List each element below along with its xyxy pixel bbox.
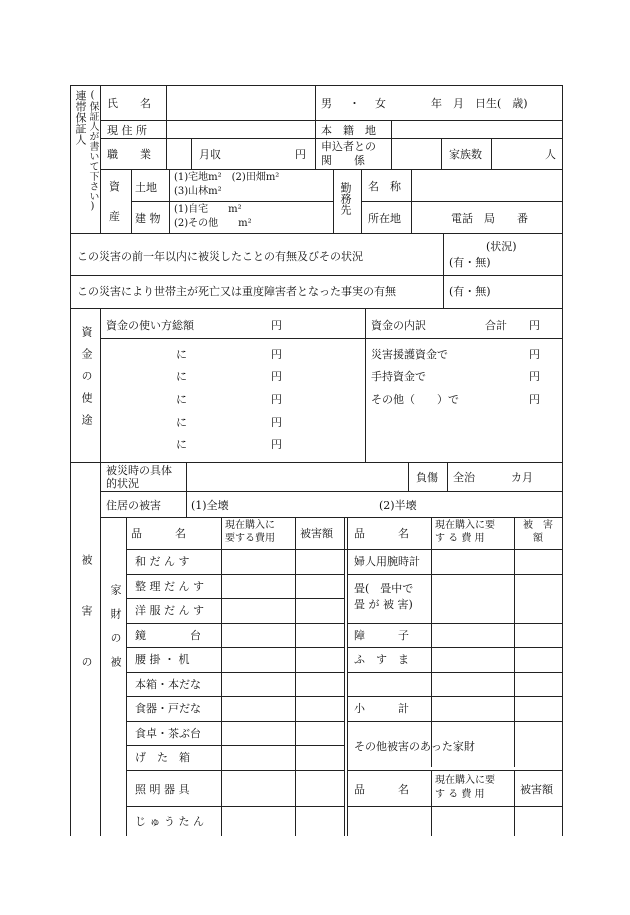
divider (491, 138, 492, 169)
divider (295, 517, 296, 836)
breakdown-own-fund: 手持資金で (371, 370, 426, 383)
divider (431, 517, 432, 767)
funds-breakdown-label: 資金の内訳 (371, 319, 426, 332)
divider (100, 308, 101, 462)
fund-use-yen: 円 (271, 438, 282, 451)
divider (315, 120, 316, 138)
assets-label-2: 産 (109, 210, 120, 223)
sex-female: 女 (375, 97, 386, 110)
divider (315, 86, 316, 120)
guarantor-section-note: (保証人が書いて下さい) (87, 90, 98, 212)
workplace-label: 勤務先 (339, 182, 352, 215)
item-header: 品 名 (131, 527, 186, 540)
item-tatami-1: 畳( 畳中で (354, 582, 414, 595)
breakdown-other: その他（ ）で (371, 393, 459, 406)
person-unit: 人 (545, 148, 556, 161)
relation-label-1: 申込者との (321, 140, 376, 153)
item-dresser: 鏡 台 (135, 629, 201, 642)
funds-total-yen: 円 (271, 319, 282, 332)
land-line-1: (1)宅地m² (2)田畑m² (174, 172, 280, 183)
assets-label-1: 資 (109, 180, 120, 193)
item-chair-desk: 腰 掛 ・ 机 (135, 653, 190, 666)
cost-header-1: 現在購入に (225, 520, 275, 531)
divider (126, 770, 344, 771)
item-lighting: 照 明 器 具 (135, 783, 190, 796)
situation-label-1: 被災時の具体 (106, 464, 172, 477)
item-ladies-watch: 婦人用腕時計 (354, 555, 420, 568)
divider (100, 517, 562, 518)
item-chest-of-drawers: 整 理 だ ん す (135, 580, 204, 593)
injury-full-recovery-label: 全治 (453, 471, 475, 484)
fund-use-yen: 円 (271, 416, 282, 429)
item-bookshelf: 本箱・本だな (135, 678, 201, 691)
name-label: 氏 名 (107, 97, 151, 110)
injury-label: 負傷 (416, 471, 438, 484)
divider (344, 517, 345, 836)
divider (71, 308, 562, 309)
divider (191, 138, 192, 169)
divider (347, 770, 562, 771)
divider (126, 696, 344, 697)
divider (447, 462, 448, 491)
right-item-header: 品 名 (354, 527, 409, 540)
land-label: 土地 (135, 181, 157, 194)
workplace-location-label: 所在地 (368, 212, 401, 225)
divider (166, 120, 167, 138)
other-cost-header-1: 現在購入に要 (435, 775, 495, 786)
divider (71, 462, 562, 463)
relation-label-2: 関 係 (321, 154, 365, 167)
divider (347, 517, 348, 836)
funds-total-label: 資金の使い方総額 (106, 319, 194, 332)
item-shoji: 障 子 (354, 629, 409, 642)
sex-dot: ・ (349, 97, 360, 110)
item-cupboard: 食器・戸だな (135, 702, 201, 715)
right-cost-header-2: す る 費 用 (435, 533, 485, 544)
divider (347, 574, 562, 575)
divider (166, 86, 167, 120)
divider (347, 672, 562, 673)
funds-sum-label: 合計 (485, 319, 507, 332)
divider (431, 770, 432, 836)
occupation-label: 職 業 (107, 148, 151, 161)
divider (347, 806, 562, 807)
divider (186, 491, 187, 517)
divider (221, 517, 222, 836)
disaster-history-yes-no: (有・無) (449, 256, 491, 269)
income-yen: 円 (295, 148, 306, 161)
divider (126, 672, 344, 673)
other-cost-header-2: す る 費 用 (435, 789, 485, 800)
divider (126, 647, 344, 648)
workplace-name-label: 名 称 (368, 180, 401, 193)
fund-use-yen: 円 (271, 348, 282, 361)
divider (100, 120, 562, 121)
fund-use-row-3: に (176, 393, 187, 406)
income-label: 月収 (199, 148, 221, 161)
funds-section-label: 資金の使途 (80, 326, 93, 436)
fund-use-row-1: に (176, 348, 187, 361)
house-half-loss: (2)半壊 (379, 499, 417, 512)
right-damage-header-1: 被 害 (523, 520, 553, 531)
divider (126, 806, 344, 807)
divider (315, 138, 316, 169)
divider (126, 721, 344, 722)
guarantor-section-label: 連帯保証人 (74, 90, 87, 145)
building-label: 建 物 (135, 212, 161, 225)
divider (361, 201, 562, 202)
house-total-loss: (1)全壊 (191, 499, 229, 512)
divider (441, 138, 442, 169)
divider (347, 696, 562, 697)
birth-date-label: 年 月 日生( 歳) (431, 97, 528, 110)
other-item-header: 品 名 (354, 783, 409, 796)
fund-use-row-5: に (176, 438, 187, 451)
item-carpet: じ ゅ う た ん (135, 815, 204, 828)
damage-section-label: 被害の (80, 554, 93, 707)
other-damage-header: 被害額 (520, 783, 553, 796)
divider (100, 491, 562, 492)
divider (126, 517, 127, 836)
fund-use-row-2: に (176, 370, 187, 383)
family-count-label: 家族数 (449, 148, 482, 161)
item-wardrobe-western: 洋 服 だ ん す (135, 604, 204, 617)
disaster-history-question: この災害の前一年以内に被災したことの有無及びその状況 (77, 250, 363, 263)
divider (391, 138, 392, 169)
divider (333, 169, 334, 233)
fund-use-yen: 円 (271, 393, 282, 406)
right-damage-header-2: 額 (533, 533, 543, 544)
sex-male: 男 (321, 97, 332, 110)
divider (347, 623, 562, 624)
divider (514, 517, 515, 767)
divider (126, 549, 562, 550)
breakdown-yen: 円 (529, 348, 540, 361)
funds-sum-yen: 円 (529, 319, 540, 332)
item-wardrobe-japanese: 和 だ ん す (135, 555, 190, 568)
divider (100, 138, 562, 139)
divider (131, 201, 333, 202)
household-goods-label: 家財の被 (109, 584, 122, 680)
divider (514, 770, 515, 836)
death-injury-question: この災害により世帯主が死亡又は重度障害者となった事実の有無 (77, 285, 396, 298)
situation-label-2: 的状況 (106, 477, 139, 490)
divider (100, 338, 365, 339)
domicile-label: 本 籍 地 (321, 124, 376, 137)
divider (166, 138, 167, 169)
item-subtotal: 小 計 (354, 702, 409, 715)
divider (347, 647, 562, 648)
death-injury-yes-no: (有・無) (449, 285, 491, 298)
injury-month-unit: カ月 (511, 471, 533, 484)
building-line-2: (2)その他 m² (174, 218, 252, 229)
divider (443, 275, 444, 308)
land-line-2: (3)山林m² (174, 186, 222, 197)
right-cost-header-1: 現在購入に要 (435, 520, 495, 531)
divider (365, 338, 562, 339)
divider (126, 574, 344, 575)
breakdown-yen: 円 (529, 370, 540, 383)
other-damaged-goods-label: その他被害のあった家財 (354, 740, 475, 753)
divider (100, 86, 101, 233)
house-damage-label: 住居の被害 (106, 499, 161, 512)
divider (71, 275, 562, 276)
building-line-1: (1)自宅 m² (174, 204, 242, 215)
item-shoe-cabinet: げ た 箱 (135, 751, 190, 764)
address-label: 現 住 所 (107, 124, 147, 137)
item-fusuma: ふ す ま (354, 653, 409, 666)
divider (71, 233, 562, 234)
disaster-history-status-label: (状況) (486, 240, 517, 253)
divider (126, 598, 344, 599)
divider (186, 462, 187, 491)
damage-amount-header: 被害額 (300, 527, 333, 540)
divider (100, 462, 101, 836)
phone-label: 電話 局 番 (451, 212, 528, 225)
breakdown-disaster-fund: 災害援護資金で (371, 348, 448, 361)
cost-header-2: 要する費用 (225, 533, 275, 544)
item-dining-table: 食卓・茶ぶ台 (135, 727, 201, 740)
fund-use-row-4: に (176, 416, 187, 429)
breakdown-yen: 円 (529, 393, 540, 406)
item-tatami-2: 畳 が 被 害) (354, 598, 413, 611)
divider (365, 308, 366, 462)
divider (391, 120, 392, 138)
divider (443, 233, 444, 275)
divider (126, 623, 344, 624)
divider (126, 745, 344, 746)
divider (347, 721, 562, 722)
fund-use-yen: 円 (271, 370, 282, 383)
divider (408, 462, 409, 491)
loan-application-form (70, 85, 563, 836)
